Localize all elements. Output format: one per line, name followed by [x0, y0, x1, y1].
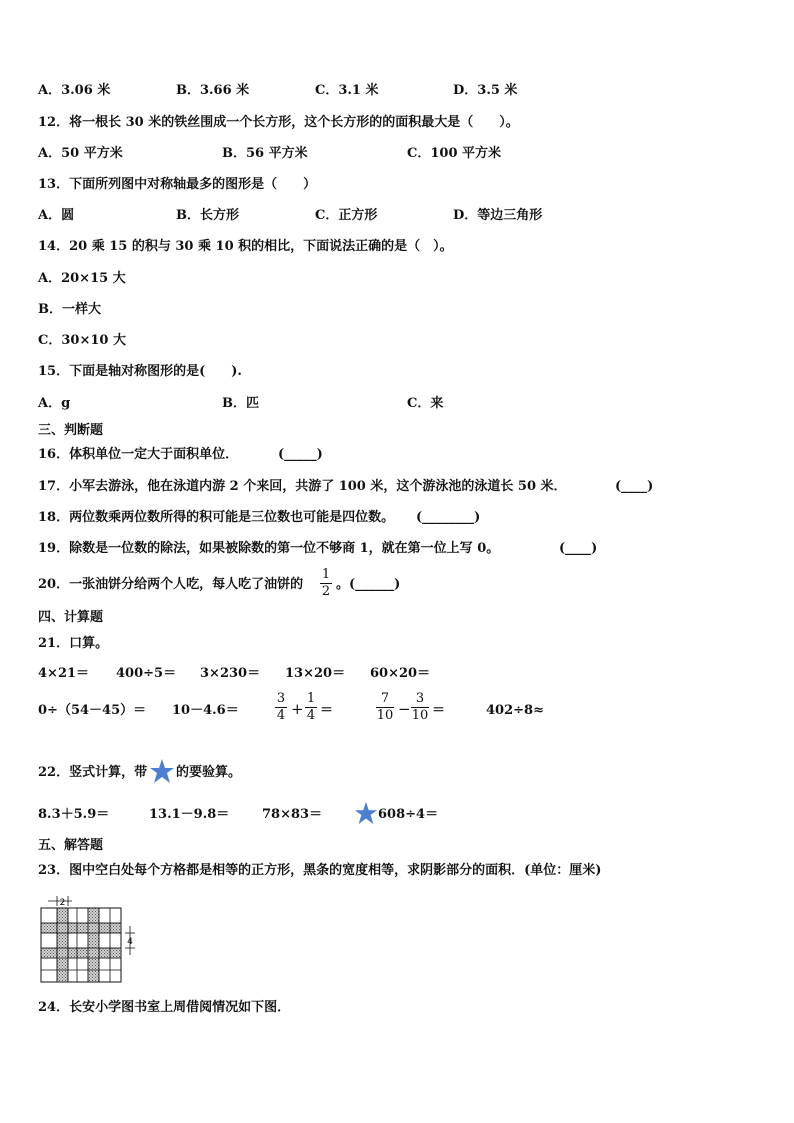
q20-fraction — [320, 568, 332, 599]
height-dimension-label: 4 — [127, 937, 133, 947]
section-heading-solving: 五、解答题 — [38, 838, 104, 853]
q21-fraction — [275, 692, 287, 723]
q14-option-c: C．30×10 大 — [38, 333, 126, 348]
section-heading-calculation: 四、计算题 — [38, 610, 104, 625]
q11-option-a: A．3.06 米 — [38, 83, 111, 98]
q21-item: 402÷8≈ — [486, 703, 544, 718]
fraction-denominator: 10 — [376, 708, 394, 723]
q20-fraction-denominator: 2 — [321, 584, 331, 599]
q17-stem: 17．小军去游泳，他在泳道内游 2 个来回，共游了 100 米，这个游泳池的泳道长 50 米． — [38, 479, 567, 494]
q11-option-d: D．3.5 米 — [453, 83, 518, 98]
plus-operator: + — [291, 700, 304, 718]
q13-option-a: A．圆 — [38, 208, 75, 223]
q21-item: 60×20＝ — [370, 666, 431, 681]
section-heading-judgement: 三、判断题 — [38, 423, 104, 438]
q12-option-b: B．56 平方米 — [222, 146, 308, 161]
q14-option-a: A．20×15 大 — [38, 271, 126, 286]
equals-sign: ＝ — [320, 703, 334, 718]
equals-sign: ＝ — [432, 703, 446, 718]
q11-option-b: B．3.66 米 — [176, 83, 250, 98]
q23-stem: 23．图中空白处每个方格都是相等的正方形，黑条的宽度相等，求阴影部分的面积．(单位：厘米) — [38, 863, 602, 878]
q21-item: 3×230＝ — [200, 666, 261, 681]
q23-grid-figure — [38, 893, 138, 985]
q12-stem: 12．将一根长 30 米的铁丝围成一个长方形，这个长方形的的面积最大是（ ）。 — [38, 115, 519, 130]
q21-item: 13×20＝ — [285, 666, 346, 681]
q22-item: 13.1－9.8＝ — [149, 807, 230, 822]
fraction-numerator: 3 — [415, 691, 425, 706]
q21-fraction — [411, 692, 429, 723]
fraction-denominator: 4 — [276, 708, 286, 723]
q22-item: 78×83＝ — [262, 807, 323, 822]
star-icon — [354, 801, 378, 825]
q15-option-c: C．来 — [407, 396, 444, 411]
fraction-numerator: 1 — [306, 691, 316, 706]
q21-item: 0÷（54－45）＝ — [38, 703, 147, 718]
q21-item: 4×21＝ — [38, 666, 90, 681]
star-icon — [149, 758, 175, 784]
q20-fraction-numerator: 1 — [321, 567, 331, 582]
width-dimension-label: 2 — [59, 898, 66, 908]
q13-option-d: D．等边三角形 — [453, 208, 543, 223]
q20-stem: 20．一张油饼分给两个人吃，每人吃了油饼的 — [38, 577, 304, 592]
q17-answer-blank[interactable]: (____) — [615, 479, 654, 494]
q22-item: 8.3＋5.9＝ — [38, 807, 110, 822]
q14-option-b: B．一样大 — [38, 302, 101, 317]
fraction-numerator: 7 — [380, 691, 390, 706]
q21-fraction — [376, 692, 394, 723]
fraction-denominator: 4 — [306, 708, 316, 723]
q11-option-c: C．3.1 米 — [315, 83, 379, 98]
q18-stem: 18．两位数乘两位数所得的积可能是三位数也可能是四位数。 — [38, 510, 395, 525]
q22-item: 608÷4＝ — [378, 807, 439, 822]
q14-stem: 14．20 乘 15 的积与 30 乘 10 积的相比，下面说法正确的是（ ）。 — [38, 239, 453, 254]
q15-stem: 15．下面是轴对称图形的是( ). — [38, 364, 242, 379]
fraction-denominator: 10 — [411, 708, 429, 723]
fraction-numerator: 3 — [276, 691, 286, 706]
q12-option-a: A．50 平方米 — [38, 146, 123, 161]
q20-answer-blank[interactable]: 。(______) — [336, 577, 401, 592]
q12-option-c: C．100 平方米 — [407, 146, 502, 161]
q21-item: 10－4.6＝ — [172, 703, 239, 718]
minus-operator: − — [398, 700, 411, 718]
q16-stem: 16．体积单位一定大于面积单位． — [38, 447, 239, 462]
q13-stem: 13．下面所列图中对称轴最多的图形是（ ） — [38, 177, 317, 192]
q13-option-b: B．长方形 — [176, 208, 239, 223]
q21-stem: 21．口算。 — [38, 636, 109, 651]
q18-answer-blank[interactable]: (________) — [416, 510, 481, 525]
q22-stem-end: 的要验算。 — [176, 765, 242, 780]
q21-item: 400÷5＝ — [116, 666, 177, 681]
q15-option-a: A．g — [38, 396, 71, 411]
q24-stem: 24．长安小学图书室上周借阅情况如下图． — [38, 1000, 291, 1015]
q19-stem: 19．除数是一位数的除法，如果被除数的第一位不够商 1，就在第一位上写 0。 — [38, 541, 500, 556]
q13-option-c: C．正方形 — [315, 208, 378, 223]
q16-answer-blank[interactable]: (_____) — [278, 447, 323, 462]
q21-fraction — [305, 692, 317, 723]
q15-option-b: B．匹 — [222, 396, 259, 411]
q19-answer-blank[interactable]: (____) — [559, 541, 598, 556]
q22-stem-start: 22．竖式计算，带 — [38, 765, 148, 780]
